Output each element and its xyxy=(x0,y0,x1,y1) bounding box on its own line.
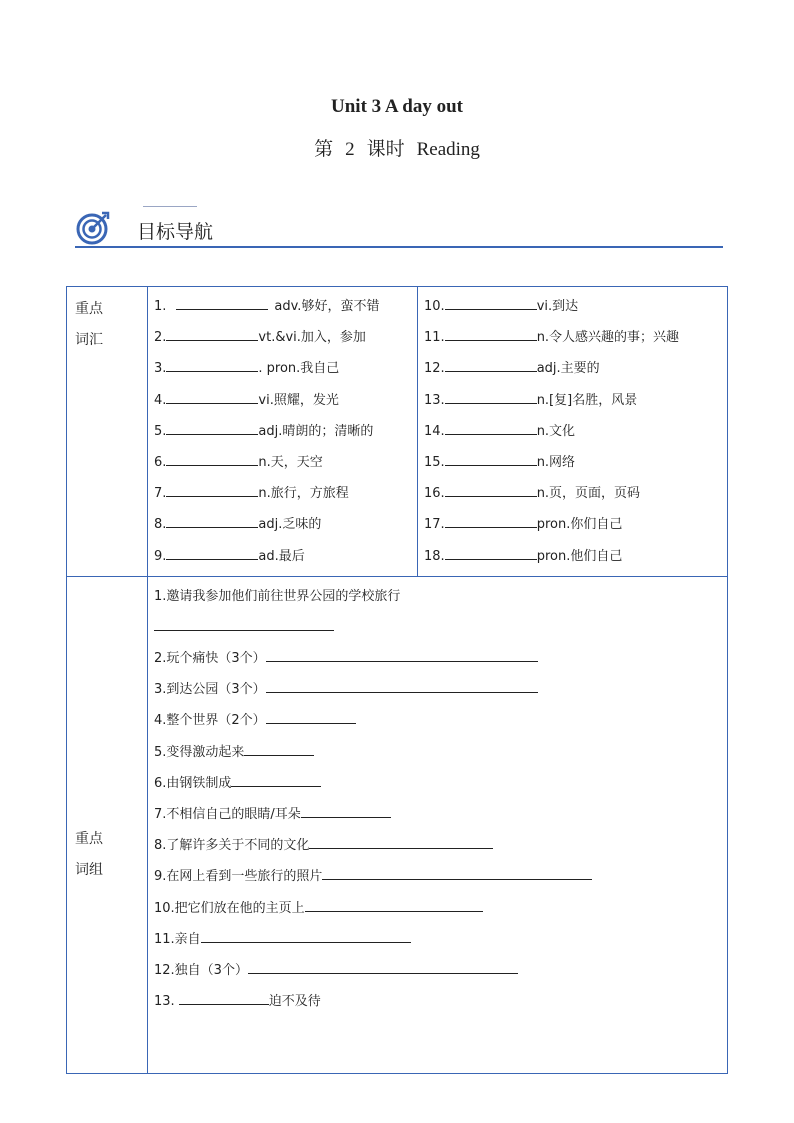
vocab-item xyxy=(154,447,417,478)
vocab-number: 18. xyxy=(424,548,445,564)
answer-blank[interactable] xyxy=(266,679,538,693)
vocab-number: 3. xyxy=(154,361,167,377)
phrase-text: 11.亲自 xyxy=(154,931,201,947)
answer-blank[interactable] xyxy=(445,296,537,310)
vocab-category xyxy=(67,287,148,577)
phrase-text: 4.整个世界（2个） xyxy=(154,713,266,729)
answer-blank[interactable] xyxy=(445,358,537,372)
answer-blank[interactable] xyxy=(309,835,493,849)
answer-blank[interactable] xyxy=(445,514,537,528)
category-label: 重点 xyxy=(75,830,103,847)
section-top-rule xyxy=(143,206,197,207)
vocab-meaning: vi.照耀，发光 xyxy=(258,392,339,408)
answer-blank[interactable] xyxy=(248,960,518,974)
vocab-item xyxy=(154,541,417,572)
phrase-item xyxy=(154,893,727,924)
phrase-text: 2.玩个痛快（3个） xyxy=(154,651,266,667)
vocab-item xyxy=(154,478,417,509)
answer-blank[interactable] xyxy=(166,514,258,528)
vocab-left-cell xyxy=(148,287,418,577)
answer-blank[interactable] xyxy=(201,929,411,943)
subtitle-part: Reading xyxy=(416,139,480,160)
phrase-text: 1.邀请我参加他们前往世界公园的学校旅行 xyxy=(154,588,401,604)
answer-blank[interactable] xyxy=(166,421,258,435)
phrase-text: 7.不相信自己的眼睛/耳朵 xyxy=(154,807,301,822)
category-label: 词组 xyxy=(75,861,103,878)
subtitle-part: 第 xyxy=(314,139,334,160)
vocab-number: 16. xyxy=(424,486,445,502)
vocab-item xyxy=(154,509,417,540)
vocab-item xyxy=(424,509,727,540)
vocab-item xyxy=(424,416,727,447)
vocab-number: 11. xyxy=(424,330,445,346)
vocab-meaning: adv.够好，蛮不错 xyxy=(274,299,380,314)
answer-blank[interactable] xyxy=(166,546,258,560)
vocab-item xyxy=(154,416,417,447)
vocab-number: 15. xyxy=(424,454,445,470)
answer-blank[interactable] xyxy=(445,327,537,341)
vocab-number: 7. xyxy=(154,486,167,502)
answer-blank[interactable] xyxy=(166,483,258,497)
answer-blank[interactable] xyxy=(166,390,258,404)
answer-blank[interactable] xyxy=(266,648,538,662)
phrase-item xyxy=(154,799,727,830)
answer-blank[interactable] xyxy=(445,483,537,497)
vocab-item xyxy=(154,322,417,353)
vocab-number: 17. xyxy=(424,517,445,533)
vocab-meaning: n.文化 xyxy=(536,423,576,439)
phrase-suffix: 迫不及待 xyxy=(268,994,321,1010)
answer-blank[interactable] xyxy=(154,617,334,631)
phrase-item xyxy=(154,924,727,955)
vocab-number: 2. xyxy=(154,330,167,346)
vocab-meaning: n.天，天空 xyxy=(258,454,323,470)
vocab-number: 8. xyxy=(154,517,167,533)
phrase-item xyxy=(154,612,727,643)
vocab-meaning: adj.主要的 xyxy=(536,361,600,377)
vocab-number: 6. xyxy=(154,454,167,470)
page-title: Unit 3 A day out xyxy=(331,96,463,117)
vocab-meaning: adj.乏味的 xyxy=(258,517,322,533)
vocab-meaning: n.旅行，方旅程 xyxy=(258,486,349,502)
phrase-item xyxy=(154,768,727,799)
vocab-meaning: ad.最后 xyxy=(258,548,305,564)
vocab-list xyxy=(418,287,727,576)
phrase-item xyxy=(154,955,727,986)
vocab-number: 9. xyxy=(154,548,167,564)
study-table xyxy=(66,286,728,1074)
subtitle-part: 2 xyxy=(345,139,355,160)
vocab-number: 4. xyxy=(154,392,167,408)
phrase-text: 13. xyxy=(154,994,175,1010)
answer-blank[interactable] xyxy=(266,710,356,724)
vocab-meaning: n.令人感兴趣的事；兴趣 xyxy=(536,330,680,346)
section-title: 目标导航 xyxy=(137,221,214,243)
answer-blank[interactable] xyxy=(166,327,258,341)
vocab-meaning: n.[复]名胜，风景 xyxy=(536,392,638,408)
phrase-item xyxy=(154,674,727,705)
vocab-item xyxy=(424,385,727,416)
vocab-meaning: vi.到达 xyxy=(536,299,579,314)
vocab-item xyxy=(424,447,727,478)
answer-blank[interactable] xyxy=(301,804,391,818)
vocab-list xyxy=(148,287,417,576)
vocab-meaning: adj.晴朗的；清晰的 xyxy=(258,423,374,439)
answer-blank[interactable] xyxy=(322,866,592,880)
phrase-item xyxy=(154,737,727,768)
phrase-item xyxy=(154,986,727,1017)
phrase-item xyxy=(154,705,727,736)
phrase-category xyxy=(67,576,148,1073)
page-subtitle xyxy=(0,134,794,161)
section-rule xyxy=(75,246,723,248)
answer-blank[interactable] xyxy=(305,898,483,912)
phrase-cell xyxy=(148,576,728,1073)
vocab-meaning: pron.他们自己 xyxy=(536,548,623,564)
subtitle-part: 课时 xyxy=(366,139,405,160)
answer-blank[interactable] xyxy=(166,358,258,372)
answer-blank[interactable] xyxy=(166,452,258,466)
vocab-meaning: vt.&vi.加入，参加 xyxy=(258,330,366,346)
vocab-meaning: . pron.我自己 xyxy=(258,361,340,377)
vocab-item xyxy=(424,322,727,353)
phrase-text: 10.把它们放在他的主页上 xyxy=(154,900,305,916)
vocab-row xyxy=(67,287,728,577)
vocab-meaning: n.网络 xyxy=(536,454,576,470)
answer-blank[interactable] xyxy=(179,991,269,1005)
section-header xyxy=(75,206,723,248)
vocab-item xyxy=(154,353,417,384)
vocab-number: 12. xyxy=(424,361,445,377)
vocab-item xyxy=(154,291,417,322)
target-icon xyxy=(75,210,111,246)
phrase-text: 12.独自（3个） xyxy=(154,962,248,978)
phrase-item xyxy=(154,643,727,674)
vocab-number: 5. xyxy=(154,423,167,439)
vocab-number: 14. xyxy=(424,423,445,439)
phrase-text: 6.由钢铁制成 xyxy=(154,775,232,791)
answer-blank[interactable] xyxy=(445,452,537,466)
category-label: 词汇 xyxy=(75,332,103,348)
category-label: 重点 xyxy=(75,301,103,317)
vocab-item xyxy=(424,541,727,572)
answer-blank[interactable] xyxy=(231,773,321,787)
vocab-item xyxy=(424,478,727,509)
phrase-item xyxy=(154,861,727,892)
vocab-number: 1. xyxy=(154,299,167,314)
phrase-text: 5.变得激动起来 xyxy=(154,744,245,760)
phrase-list xyxy=(148,577,727,1022)
phrase-item xyxy=(154,581,727,612)
phrase-text: 8.了解许多关于不同的文化 xyxy=(154,838,310,854)
vocab-number: 10. xyxy=(424,299,445,314)
vocab-item xyxy=(154,385,417,416)
answer-blank[interactable] xyxy=(176,296,268,310)
vocab-meaning: n.页，页面，页码 xyxy=(536,486,641,502)
vocab-right-cell xyxy=(418,287,728,577)
vocab-item xyxy=(424,291,727,322)
vocab-meaning: pron.你们自己 xyxy=(536,517,623,533)
answer-blank[interactable] xyxy=(445,546,537,560)
answer-blank[interactable] xyxy=(244,742,314,756)
phrase-item xyxy=(154,830,727,861)
phrase-text: 3.到达公园（3个） xyxy=(154,682,266,698)
vocab-item xyxy=(424,353,727,384)
answer-blank[interactable] xyxy=(445,421,537,435)
answer-blank[interactable] xyxy=(445,390,537,404)
phrase-row xyxy=(67,576,728,1073)
phrase-text: 9.在网上看到一些旅行的照片 xyxy=(154,869,323,885)
vocab-number: 13. xyxy=(424,392,445,408)
